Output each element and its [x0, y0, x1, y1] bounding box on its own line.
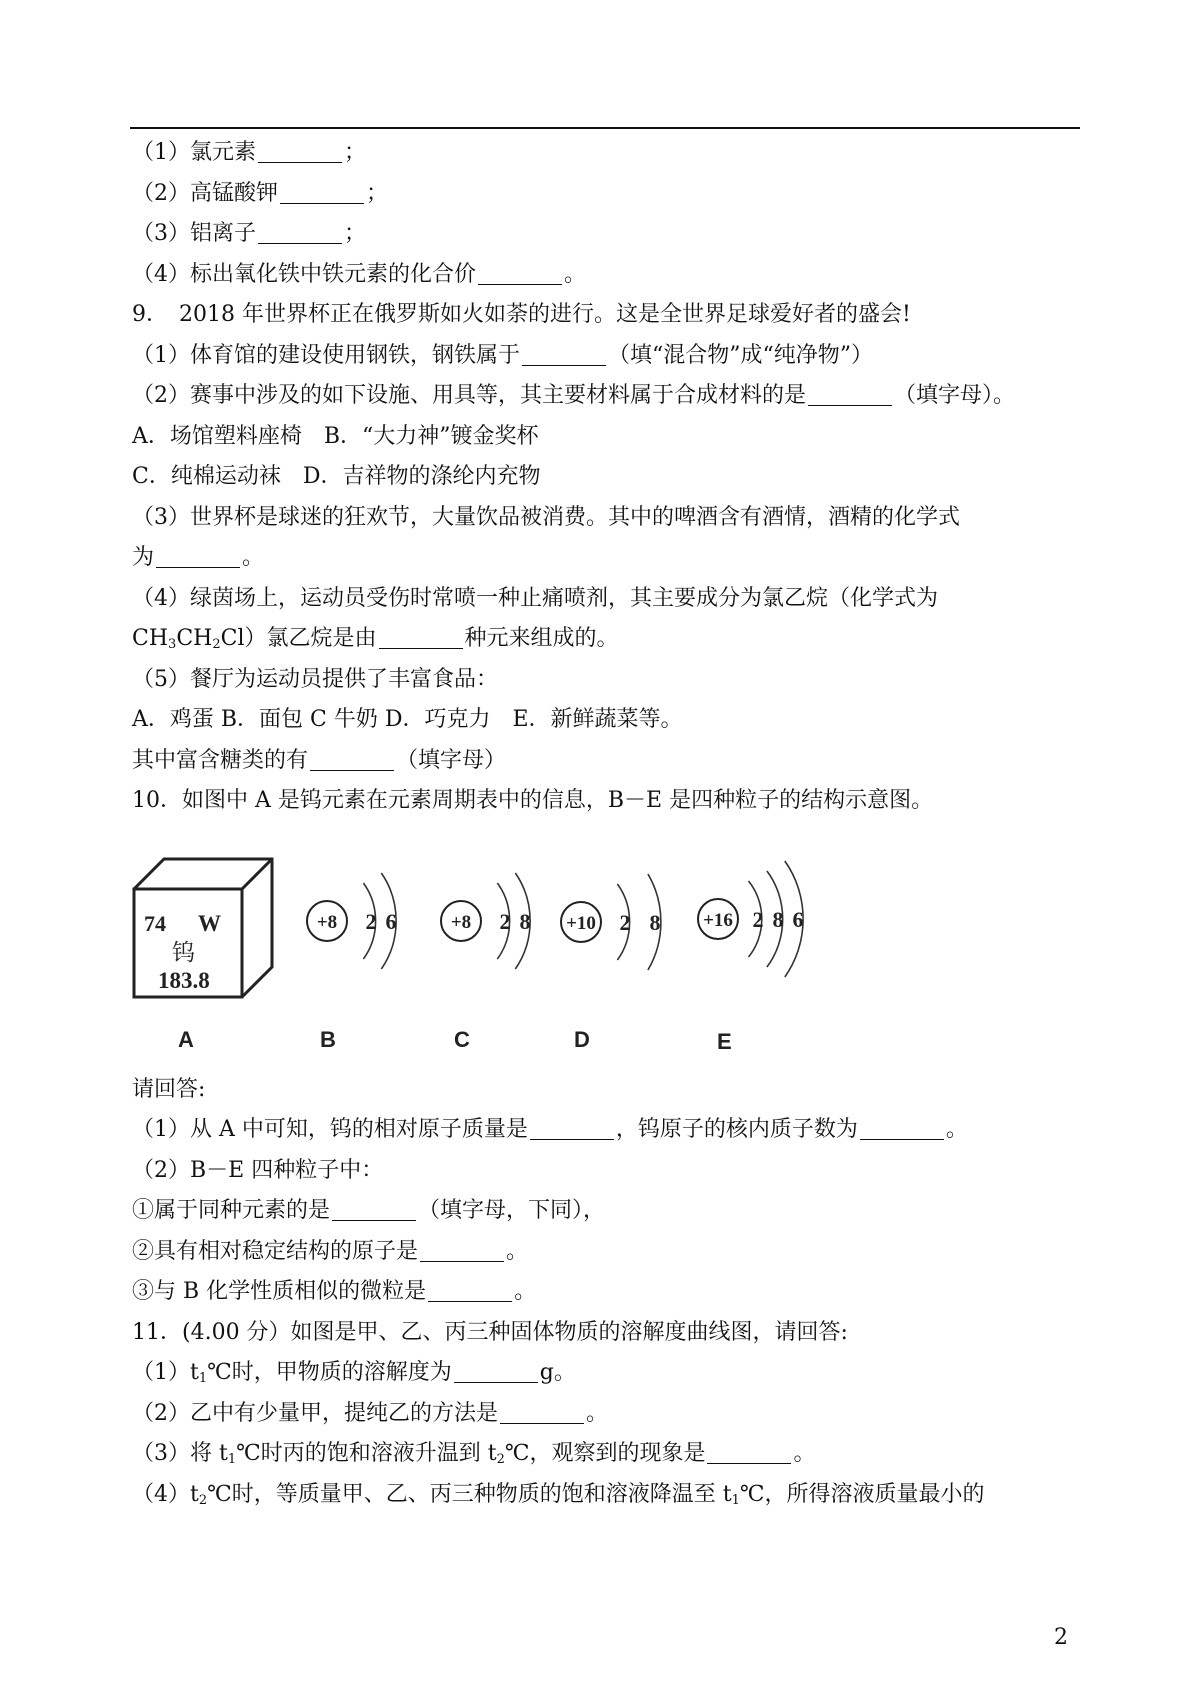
page-number: 2 — [1054, 1625, 1068, 1650]
q8-item-1: （1）氯元素 ； — [132, 140, 367, 165]
answer-blank[interactable] — [454, 1381, 538, 1383]
nucleus-charge: +8 — [316, 911, 338, 933]
q10-item-2: （2）B－E 四种粒子中： — [132, 1157, 384, 1183]
answer-blank[interactable] — [478, 283, 562, 285]
q9-item-1: （1）体育馆的建设使用钢铁，钢铁属于 （填“混合物”成“纯净物”） — [132, 342, 873, 368]
answer-blank[interactable] — [707, 1462, 791, 1464]
q9-options-ab: A．场馆塑料座椅 B．“大力神”镀金奖杯 — [132, 423, 539, 449]
q8-item-3: （3）铝离子 ； — [132, 221, 367, 246]
answer-blank[interactable] — [310, 769, 394, 771]
figure-label-d: D — [574, 1026, 590, 1052]
shell-electron-count: 8 — [649, 909, 661, 935]
q9-stem: 9． 2018 年世界杯正在俄罗斯如火如荼的进行。这是全世界足球爱好者的盛会! — [132, 302, 911, 327]
answer-blank[interactable] — [258, 242, 342, 244]
answer-blank[interactable] — [860, 1138, 944, 1140]
particle-diagrams — [307, 861, 804, 977]
element-symbol: W — [198, 910, 221, 936]
shell-electron-count: 2 — [365, 908, 377, 934]
shell-electron-count: 2 — [499, 908, 511, 934]
q11-item-3: （3）将 $t_1℃$时丙的饱和溶液升温到 $t_2℃$，观察到的现象是 。 — [132, 1441, 816, 1467]
q9-item-2: （2）赛事中涉及的如下设施、用具等，其主要材料属于合成材料的是 （填字母）。 — [132, 383, 1016, 408]
shell-electron-count: 8 — [519, 908, 531, 934]
figure-label-e: E — [717, 1028, 732, 1054]
nucleus-charge: +8 — [450, 911, 472, 933]
q9-item-5-options: A．鸡蛋 B．面包 C 牛奶 D．巧克力 E．新鲜蔬菜等。 — [132, 707, 683, 732]
particle-structure-figure — [132, 828, 1082, 1070]
q10-sub-1: ①属于同种元素的是 （填字母，下同）， — [132, 1198, 606, 1223]
q11-stem: 11．(4.00 分）如图是甲、乙、丙三种固体物质的溶解度曲线图，请回答: — [132, 1319, 848, 1345]
figure-label-a: A — [178, 1026, 194, 1052]
answer-blank[interactable] — [332, 1219, 416, 1221]
element-mass: 183.8 — [158, 967, 210, 993]
answer-blank[interactable] — [379, 647, 463, 649]
answer-blank[interactable] — [428, 1300, 512, 1302]
answer-blank[interactable] — [420, 1260, 504, 1262]
answer-blank[interactable] — [808, 404, 892, 406]
shell-electron-count: 6 — [385, 908, 397, 934]
answer-blank[interactable] — [258, 161, 342, 163]
shell-electron-count: 2 — [752, 906, 764, 932]
q9-item-4-cont: $CH_3CH_2Cl$）氯乙烷是由 种元来组成的。 — [132, 626, 619, 652]
q11-item-2: （2）乙中有少量甲，提纯乙的方法是 。 — [132, 1400, 609, 1426]
element-name: 钨 — [172, 939, 195, 966]
q11-item-1: $(1)t_1℃$时，甲物质的溶解度为 g。 — [132, 1360, 576, 1386]
figure-label-b: B — [320, 1026, 336, 1052]
answer-blank[interactable] — [280, 202, 364, 204]
q8-item-4: （4）标出氧化铁中铁元素的化合价 。 — [132, 261, 587, 287]
q10-ask: 请回答: — [132, 1076, 206, 1102]
q8-item-2: （2）高锰酸钾 ； — [132, 180, 389, 206]
q10-sub-3: ③与 B 化学性质相似的微粒是 。 — [132, 1279, 537, 1304]
q9-item-3-cont: 为 。 — [132, 545, 265, 570]
answer-blank[interactable] — [522, 364, 606, 366]
q11-item-4: $(4)t_2℃$时，等质量甲、乙、丙三种物质的饱和溶液降温至 $t_1℃$，所得溶液质量最小的 — [132, 1481, 985, 1508]
answer-blank[interactable] — [500, 1422, 584, 1424]
element-number: 74 — [144, 910, 166, 936]
shell-electron-count: 2 — [619, 909, 631, 935]
shell-electron-count: 8 — [772, 906, 784, 932]
document-body — [132, 133, 1082, 1515]
q10-stem: 10．如图中 A 是钨元素在元素周期表中的信息，B－E 是四种粒子的结构示意图。 — [132, 788, 934, 813]
q10-figure — [132, 828, 1082, 1070]
q9-options-cd: C．纯棉运动袜 D．吉祥物的涤纶内充物 — [132, 464, 541, 489]
answer-blank[interactable] — [156, 566, 240, 568]
q9-item-5-question: 其中富含糖类的有 （填字母） — [132, 747, 507, 773]
figure-label-c: C — [454, 1026, 470, 1052]
q9-item-3: （3）世界杯是球迷的狂欢节，大量饮品被消费。其中的啤酒含有酒情，酒精的化学式 — [132, 504, 960, 530]
header-rule — [130, 127, 1080, 129]
q10-item-1: （1）从 A 中可知，钨的相对原子质量是 ，钨原子的核内质子数为 。 — [132, 1117, 968, 1142]
nucleus-charge: +16 — [703, 909, 733, 931]
q10-sub-2: ②具有相对稳定结构的原子是 。 — [132, 1238, 529, 1264]
q9-item-5: （5）餐厅为运动员提供了丰富食品： — [132, 666, 498, 692]
answer-blank[interactable] — [530, 1138, 614, 1140]
shell-electron-count: 6 — [792, 906, 804, 932]
q9-item-4: （4）绿茵场上，运动员受伤时常喷一种止痛喷剂，其主要成分为氯乙烷（化学式为 — [132, 585, 938, 611]
nucleus-charge: +10 — [566, 912, 596, 934]
